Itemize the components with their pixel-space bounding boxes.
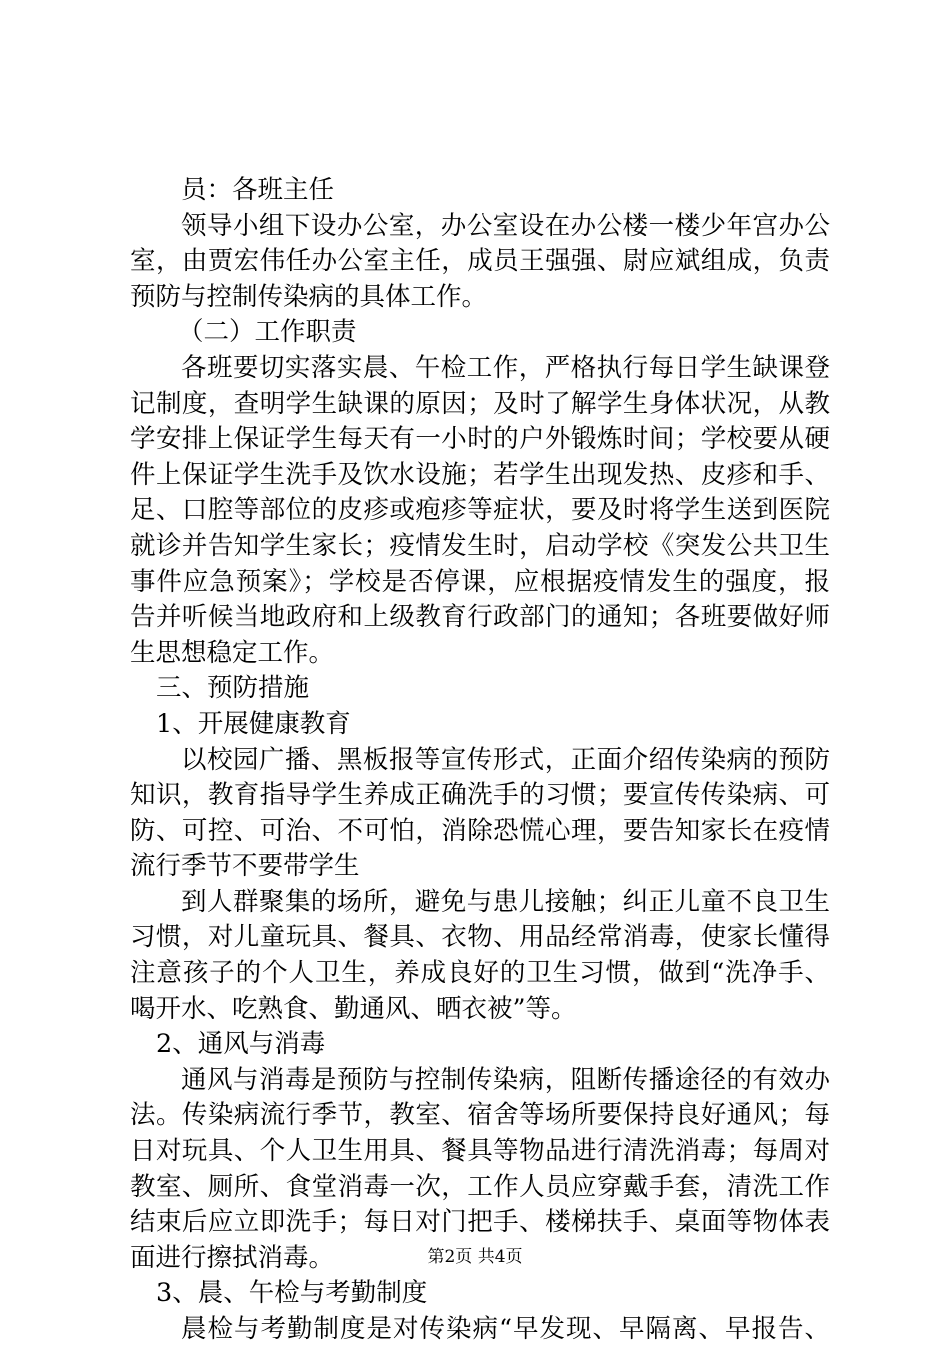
text-line: 预防与控制传染病的具体工作。 xyxy=(130,281,488,312)
text-line: 注意孩子的个人卫生，养成良好的卫生习惯，做到“洗净手、 xyxy=(130,958,830,989)
paragraph-first-line: 领导小组下设办公室，办公室设在办公楼一楼少年宫办公 xyxy=(181,210,830,241)
text-line: 足、口腔等部位的皮疹或疱疹等症状，要及时将学生送到医院 xyxy=(130,495,830,526)
text-line: 室，由贾宏伟任办公室主任，成员王强强、尉应斌组成，负责 xyxy=(130,246,830,277)
subsection-heading: 3、晨、午检与考勤制度 xyxy=(156,1278,428,1309)
text-line: 记制度，查明学生缺课的原因；及时了解学生身体状况，从教 xyxy=(130,388,830,419)
text-line: 喝开水、吃熟食、勤通风、晒衣被”等。 xyxy=(130,993,577,1024)
subsection-heading: 1、开展健康教育 xyxy=(156,708,351,739)
section-heading: （二）工作职责 xyxy=(178,317,357,348)
section-heading: 三、预防措施 xyxy=(156,673,310,704)
text-line: 生思想稳定工作。 xyxy=(130,637,335,668)
text-line: 法。传染病流行季节，教室、宿舍等场所要保持良好通风；每 xyxy=(130,1100,830,1131)
document-body xyxy=(130,173,830,1348)
paragraph-first-line: 通风与消毒是预防与控制传染病，阻断传播途径的有效办 xyxy=(181,1064,830,1095)
text-line: 知识，教育指导学生养成正确洗手的习惯；要宣传传染病、可 xyxy=(130,780,830,811)
text-line: 就诊并告知学生家长；疫情发生时，启动学校《突发公共卫生 xyxy=(130,530,830,561)
text-line: 面进行擦拭消毒。 xyxy=(130,1242,335,1273)
text-line: 流行季节不要带学生 xyxy=(130,851,360,882)
text-line: 结束后应立即洗手；每日对门把手、楼梯扶手、桌面等物体表 xyxy=(130,1207,830,1238)
text-line: 教室、厕所、食堂消毒一次，工作人员应穿戴手套，清洗工作 xyxy=(130,1171,830,1202)
text-line: 件上保证学生洗手及饮水设施；若学生出现发热、皮疹和手、 xyxy=(130,459,830,490)
paragraph-first-line: 各班要切实落实晨、午检工作，严格执行每日学生缺课登 xyxy=(181,352,830,383)
text-line: 防、可控、可治、不可怕，消除恐慌心理，要告知家长在疫情 xyxy=(130,815,830,846)
text-line: 告并听候当地政府和上级教育行政部门的通知；各班要做好师 xyxy=(130,602,830,633)
page-footer: 第2页 共4页 xyxy=(427,1247,523,1267)
text-line: 学安排上保证学生每天有一小时的户外锻炼时间；学校要从硬 xyxy=(130,424,830,455)
paragraph-first-line: 到人群聚集的场所，避免与患儿接触；纠正儿童不良卫生 xyxy=(181,886,830,917)
text-line: 日对玩具、个人卫生用具、餐具等物品进行清洗消毒；每周对 xyxy=(130,1136,830,1167)
subsection-heading: 2、通风与消毒 xyxy=(156,1029,326,1060)
paragraph-first-line: 以校园广播、黑板报等宣传形式，正面介绍传染病的预防 xyxy=(181,744,830,775)
text-line: 事件应急预案》；学校是否停课，应根据疫情发生的强度，报 xyxy=(130,566,830,597)
paragraph-first-line: 晨检与考勤制度是对传染病“早发现、早隔离、早报告、 xyxy=(181,1314,830,1344)
text-line: 习惯，对儿童玩具、餐具、衣物、用品经常消毒，使家长懂得 xyxy=(130,922,830,953)
text-line: 员：各班主任 xyxy=(181,175,335,205)
